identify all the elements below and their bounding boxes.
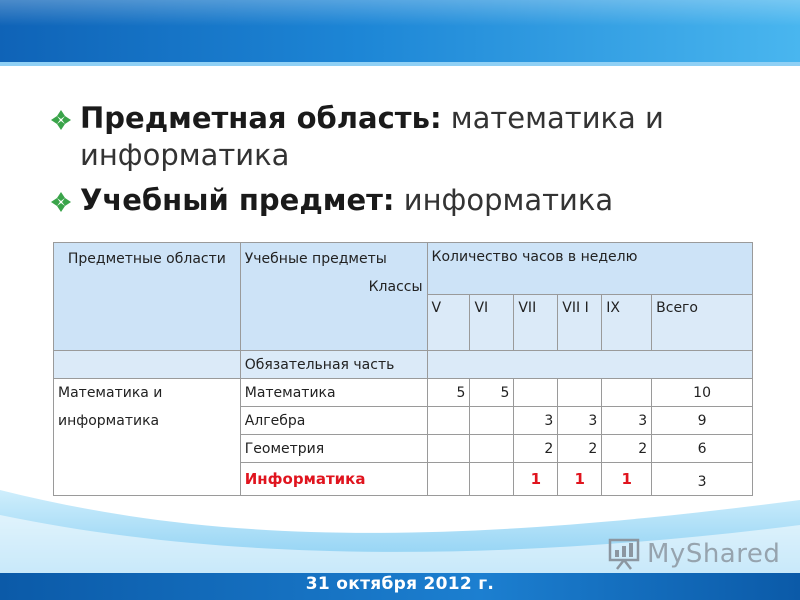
hours-cell-highlight: 1 <box>602 463 652 496</box>
table-row <box>54 379 753 407</box>
subject-cell: Математика <box>240 379 427 407</box>
hours-cell <box>470 435 514 463</box>
hours-cell <box>602 379 652 407</box>
hours-cell-highlight: 1 <box>514 463 558 496</box>
hours-cell: 3 <box>602 407 652 435</box>
subject-area-term: Предметная область: <box>80 101 442 135</box>
grade-total: Всего <box>652 295 753 351</box>
diamond-bullet-icon <box>50 109 72 131</box>
diamond-bullet-icon <box>50 191 72 213</box>
subject-cell-informatics: Информатика <box>240 463 427 496</box>
header-shine <box>0 0 800 26</box>
academic-subject-line <box>50 182 750 219</box>
hours-cell <box>427 407 470 435</box>
academic-subject-term: Учебный предмет: <box>80 183 395 217</box>
total-cell: 3 <box>652 463 753 496</box>
academic-subject-value: информатика <box>403 183 614 217</box>
hours-cell <box>470 463 514 496</box>
presentation-board-icon <box>607 537 641 571</box>
header-subjects-classes <box>240 243 427 351</box>
watermark-text: MyShared <box>647 539 781 569</box>
total-cell: 9 <box>652 407 753 435</box>
hours-cell: 2 <box>514 435 558 463</box>
heading-bullets <box>50 100 750 227</box>
subject-cell: Геометрия <box>240 435 427 463</box>
grade-vii: VII <box>514 295 558 351</box>
hours-cell <box>427 463 470 496</box>
hours-cell: 5 <box>427 379 470 407</box>
total-cell: 10 <box>652 379 753 407</box>
watermark <box>607 535 781 575</box>
footer-date: 31 октября 2012 г. <box>305 574 495 594</box>
area-math-informatics: Математика и информатика <box>54 379 241 496</box>
grade-v: V <box>427 295 470 351</box>
header-classes: Классы <box>368 279 423 295</box>
grade-vi: VI <box>470 295 514 351</box>
header-subjects: Учебные предметы <box>244 251 387 267</box>
mandatory-empty-cell <box>54 351 241 379</box>
hours-cell: 2 <box>558 435 602 463</box>
grade-viii: VII I <box>558 295 602 351</box>
header-band <box>0 0 800 66</box>
hours-cell-highlight: 1 <box>558 463 602 496</box>
total-cell: 6 <box>652 435 753 463</box>
grade-ix: IX <box>602 295 652 351</box>
curriculum-table <box>53 242 753 496</box>
hours-cell: 3 <box>558 407 602 435</box>
hours-cell: 2 <box>602 435 652 463</box>
subject-cell: Алгебра <box>240 407 427 435</box>
mandatory-part-label: Обязательная часть <box>240 351 427 379</box>
hours-cell: 5 <box>470 379 514 407</box>
mandatory-empty-span <box>427 351 752 379</box>
hours-cell <box>427 435 470 463</box>
subject-area-value: математика и информатика <box>80 101 664 172</box>
hours-cell: 3 <box>514 407 558 435</box>
hours-cell <box>558 379 602 407</box>
header-subject-areas: Предметные области <box>54 243 241 351</box>
hours-cell <box>514 379 558 407</box>
hours-cell <box>470 407 514 435</box>
subject-area-line <box>50 100 750 174</box>
header-hours-per-week: Количество часов в неделю <box>427 243 752 295</box>
